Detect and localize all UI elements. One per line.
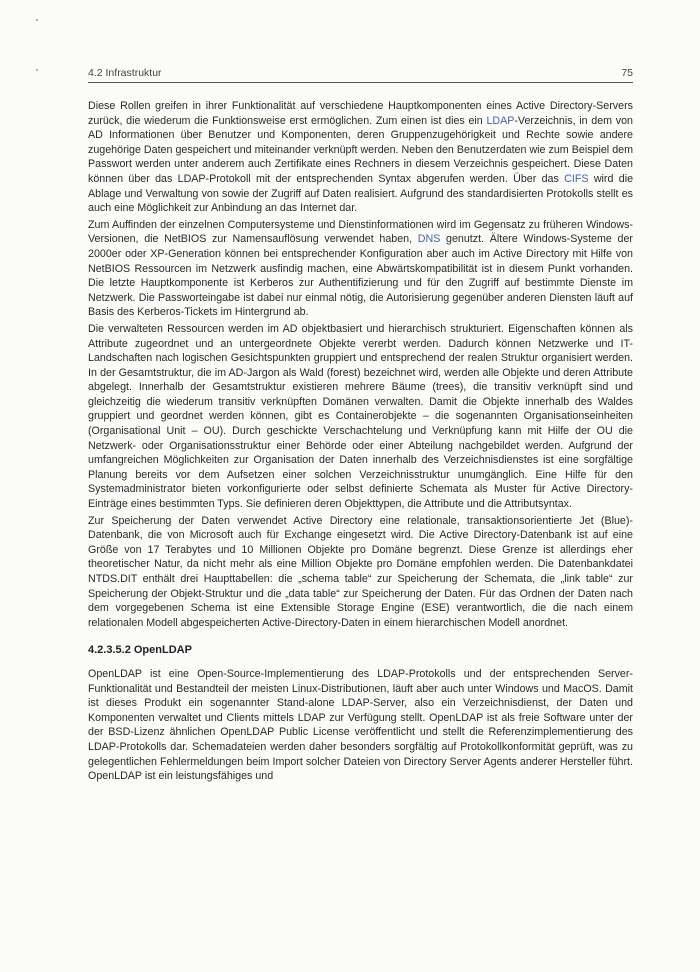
paragraph-openldap: OpenLDAP ist eine Open-Source-Implementierung des LDAP-Protokolls und der entsprechenden Server-Funktionalität und Bestandteil der meisten Linux-Distributionen, läuft aber auch unter Windows und MacOS. Damit ist dieses Produkt ein sogenannter Stand-alone LDAP-Server, also ein Verzeichnisdienst, der Daten und Komponenten verwaltet und Clients mittels LDAP zur Verfügung stellt. OpenLDAP ist als freie Software unter der der BSD-Lizenz ähnlichen OpenLDAP Public License veröffentlicht und stellt die Referenzimplementierung des LDAP-Protokolls dar. Schemadateien werden daher besonders sorgfältig auf Protokollkonformität geprüft, was zu gelegentlichen Fehlermeldungen beim Import solcher Dateien von Directory Server Agents anderer Hersteller führt. OpenLDAP ist ein leistungsfähiges und (88, 667, 633, 783)
page-number: 75 (621, 67, 633, 79)
page-body (88, 99, 633, 786)
paragraph-3: Die verwalteten Ressourcen werden im AD objektbasiert und hierarchisch strukturiert. Eigenschaften können als Attribute zugeordnet und an untergeordnete Objekte vererbt werden. Dadurch können Netzwerke und IT-Landschaften nach logischen Gesichtspunkten gruppiert und entsprechend der realen Struktur organisiert werden. In der Gesamtstruktur, die im AD-Jargon als Wald (forest) bezeichnet wird, werden alle Objekte und deren Attribute abgelegt. Innerhalb der Gesamtstruktur existieren mehrere Bäume (trees), die transitiv verknüpft sind und gleichzeitig die wiederum transitiv verknüpften Domänen verwalten. Damit die Objekte innerhalb des Waldes gruppiert und geordnet werden können, gibt es Containerobjekte – die sogenannten Organisationseinheiten (Organisational Unit – OU). Durch geschickte Verschachtelung und Verknüpfung kann mit Hilfe der OU die Netzwerk- oder Organisationsstruktur einer Behörde oder einer Abteilung nachgebildet werden. Aufgrund der umfangreichen Möglichkeiten zur Organisation der Daten innerhalb des Verzeichnisdienstes ist eine sorgfältige Planung bereits vor dem Aufsetzen einer solchen Verzeichnisstruktur unumgänglich. Eine Hilfe für den Systemadministrator bieten vorkonfigurierte oder selbst definierte Schemata als Muster für Active Directory-Einträge eines bestimmten Typs. Sie definieren deren Objekttypen, die Attribute und die Attributsyntax. (88, 322, 633, 511)
term-link-dns[interactable]: DNS (417, 233, 441, 246)
section-label: 4.2 Infrastruktur (88, 67, 162, 79)
paragraph-4: Zur Speicherung der Daten verwendet Active Directory eine relationale, transaktionsorientierte Jet (Blue)-Datenbank, die von Microsoft auch für Exchange eingesetzt wird. Die Active Directory-Datenbank ist auf eine Größe von 17 Terabytes und 10 Millionen Objekte pro Domäne begrenzt. Diese Grenze ist allerdings eher theoretischer Natur, da nicht mehr als eine Million Objekte pro Domäne empfohlen werden. Die Datenbankdatei NTDS.DIT enthält drei Haupttabellen: die „schema table“ zur Speicherung der Schemata, die „link table“ zur Speicherung der Objekt-Struktur und die „data table“ zur Speicherung der Daten. Für das Ordnen der Daten nach dem vorgegebenen Schema ist eine Extensible Storage Engine (ESE) verantwortlich, die die nach einem relationalen Modell abgespeicherten Active-Directory-Daten in einem hierarchischen Modell anordnet. (88, 514, 633, 629)
scan-mark (36, 69, 38, 71)
body-paragraphs (88, 99, 633, 630)
page-header (88, 67, 633, 83)
term-link-cifs[interactable]: CIFS (564, 172, 589, 185)
subsection-heading: 4.2.3.5.2 OpenLDAP (88, 644, 192, 657)
term-link-ldap[interactable]: LDAP (486, 114, 515, 127)
scan-mark (36, 19, 38, 21)
paragraph-1: Diese Rollen greifen in ihrer Funktionalität auf verschiedene Hauptkomponenten eines Active Directory-Servers zurück, die wiederum die Funktionsweise erst ermöglichen. Zum einen ist dies ein LDAP-Verzeichnis, in dem von AD Informationen über Benutzer und Komponenten, deren Gruppenzugehörigkeit und Rechte sowie andere zugehörige Daten gespeichert und miteinander verknüpft werden. Neben den Benutzerdaten wie zum Beispiel dem Passwort werden unter anderem auch Zertifikate eines Rechners in diesem Verzeichnis gespeichert. Diese Daten können über das LDAP-Protokoll mit der entsprechenden Syntax abgerufen werden. Über das CIFS wird die Ablage und Verwaltung von sowie der Zugriff auf Daten realisiert. Aufgrund des standardisierten Protokolls stellt es auch eine Möglichkeit zur Anbindung an das Internet dar. (88, 100, 634, 215)
paragraph-2: Zum Auffinden der einzelnen Computersysteme und Dienstinformationen wird im Gegensatz zu früheren Windows-Versionen, die NetBIOS zur Namensauflösung verwendet haben, DNS genutzt. Ältere Windows-Systeme der 2000er oder XP-Generation können bei entsprechender Konfiguration aber auch im Active Directory mit Hilfe von NetBIOS Ressourcen im Netzwerk ausfindig machen, eine Abwärtskompatibilität ist in diesem Punkt vorhanden. Die letzte Hauptkomponente ist Kerberos zur Authentifizierung und für den Zugriff auf bestimmte Dienste im Netzwerk. Die Passworteingabe ist dabei nur einmal nötig, die Autorisierung gegenüber anderen Diensten läuft auf Basis des Kerberos-Tickets im Hintergrund ab. (88, 218, 633, 319)
